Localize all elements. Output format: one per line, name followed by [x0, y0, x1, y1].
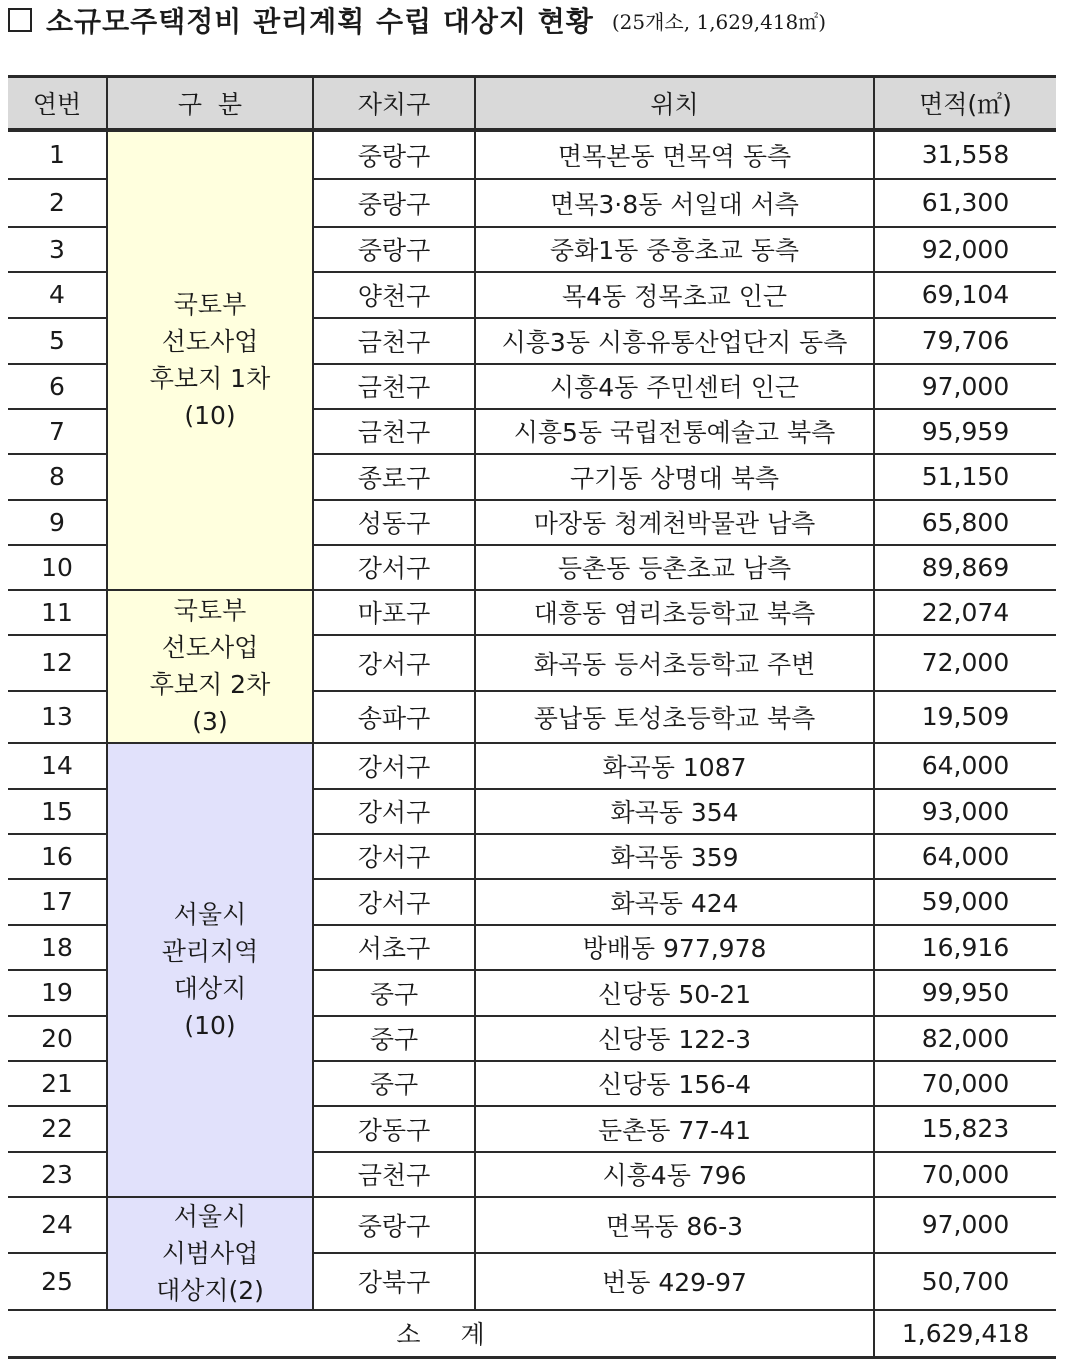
total-row [8, 1310, 1056, 1358]
document-title [8, 0, 1068, 40]
row-number: 18 [8, 925, 107, 970]
category-cell [107, 1197, 313, 1310]
header-district: 자치구 [313, 77, 475, 130]
district-cell: 성동구 [313, 500, 475, 545]
location-cell: 면목3·8동 서일대 서측 [475, 179, 874, 227]
location-cell: 신당동 50-21 [475, 970, 874, 1016]
district-cell: 중랑구 [313, 227, 475, 272]
row-number: 21 [8, 1061, 107, 1106]
location-cell: 구기동 상명대 북측 [475, 454, 874, 500]
row-number: 22 [8, 1106, 107, 1152]
category-line: 국토부 [173, 596, 247, 625]
location-cell: 시흥4동 주민센터 인근 [475, 364, 874, 409]
district-cell: 금천구 [313, 1152, 475, 1197]
category-cell [107, 130, 313, 590]
row-number: 4 [8, 272, 107, 318]
table-row [8, 1197, 1056, 1254]
row-number: 1 [8, 130, 107, 179]
location-cell: 중화1동 중흥초교 동측 [475, 227, 874, 272]
district-cell: 마포구 [313, 590, 475, 635]
category-line: (10) [184, 1010, 236, 1040]
district-cell: 강동구 [313, 1106, 475, 1152]
row-number: 23 [8, 1152, 107, 1197]
header-area: 면적(㎡) [874, 77, 1056, 130]
table-row [8, 130, 1056, 179]
location-cell: 목4동 정목초교 인근 [475, 272, 874, 318]
district-cell: 강서구 [313, 879, 475, 925]
area-cell: 65,800 [874, 500, 1056, 545]
area-cell: 19,509 [874, 691, 1056, 743]
district-cell: 강서구 [313, 834, 475, 879]
district-cell: 강서구 [313, 635, 475, 691]
location-cell: 화곡동 359 [475, 834, 874, 879]
location-cell: 대흥동 염리초등학교 북측 [475, 590, 874, 635]
district-cell: 금천구 [313, 318, 475, 364]
category-line: (3) [192, 707, 228, 736]
category-line: 대상지(2) [156, 1275, 264, 1305]
title-main: 소규모주택정비 관리계획 수립 대상지 현황 [46, 5, 594, 38]
area-cell: 82,000 [874, 1016, 1056, 1061]
area-cell: 97,000 [874, 364, 1056, 409]
area-cell: 79,706 [874, 318, 1056, 364]
row-number: 12 [8, 635, 107, 691]
location-cell: 마장동 청계천박물관 남측 [475, 500, 874, 545]
area-cell: 89,869 [874, 545, 1056, 590]
district-cell: 중랑구 [313, 1197, 475, 1254]
row-number: 9 [8, 500, 107, 545]
location-cell: 화곡동 등서초등학교 주변 [475, 635, 874, 691]
checkbox-icon [8, 8, 32, 32]
area-cell: 31,558 [874, 130, 1056, 179]
district-cell: 중구 [313, 1016, 475, 1061]
header-location: 위치 [475, 77, 874, 130]
row-number: 3 [8, 227, 107, 272]
row-number: 8 [8, 454, 107, 500]
row-number: 15 [8, 789, 107, 834]
category-cell [107, 590, 313, 743]
row-number: 13 [8, 691, 107, 743]
category-line: 국토부 [173, 290, 247, 319]
category-line: 시범사업 [161, 1238, 259, 1268]
location-cell: 신당동 122-3 [475, 1016, 874, 1061]
row-number: 14 [8, 743, 107, 789]
site-status-table [8, 75, 1056, 1359]
location-cell: 시흥5동 국립전통예술고 북측 [475, 409, 874, 454]
area-cell: 50,700 [874, 1253, 1056, 1310]
area-cell: 70,000 [874, 1061, 1056, 1106]
title-summary: (25개소, 1,629,418㎡) [611, 9, 827, 34]
location-cell: 둔촌동 77-41 [475, 1106, 874, 1152]
row-number: 16 [8, 834, 107, 879]
location-cell: 면목동 86-3 [475, 1197, 874, 1254]
district-cell: 금천구 [313, 364, 475, 409]
row-number: 25 [8, 1253, 107, 1310]
category-line: 후보지 2차 [149, 670, 271, 699]
category-line: 서울시 [173, 1201, 247, 1231]
total-label: 소계 [8, 1310, 874, 1358]
area-cell: 16,916 [874, 925, 1056, 970]
header-category: 구 분 [107, 77, 313, 130]
row-number: 7 [8, 409, 107, 454]
area-cell: 15,823 [874, 1106, 1056, 1152]
area-cell: 69,104 [874, 272, 1056, 318]
total-area: 1,629,418 [874, 1310, 1056, 1358]
location-cell: 시흥3동 시흥유통산업단지 동측 [475, 318, 874, 364]
category-cell [107, 743, 313, 1197]
table-row [8, 743, 1056, 789]
district-cell: 강서구 [313, 789, 475, 834]
header-no: 연번 [8, 77, 107, 130]
location-cell: 풍납동 토성초등학교 북측 [475, 691, 874, 743]
row-number: 6 [8, 364, 107, 409]
district-cell: 중구 [313, 970, 475, 1016]
location-cell: 번동 429-97 [475, 1253, 874, 1310]
category-line: 대상지 [173, 973, 247, 1003]
location-cell: 시흥4동 796 [475, 1152, 874, 1197]
category-line: 서울시 [173, 899, 247, 929]
row-number: 5 [8, 318, 107, 364]
row-number: 17 [8, 879, 107, 925]
district-cell: 중구 [313, 1061, 475, 1106]
area-cell: 95,959 [874, 409, 1056, 454]
district-cell: 중랑구 [313, 179, 475, 227]
location-cell: 면목본동 면목역 동측 [475, 130, 874, 179]
district-cell: 강북구 [313, 1253, 475, 1310]
row-number: 11 [8, 590, 107, 635]
area-cell: 22,074 [874, 590, 1056, 635]
district-cell: 송파구 [313, 691, 475, 743]
area-cell: 64,000 [874, 743, 1056, 789]
location-cell: 화곡동 424 [475, 879, 874, 925]
location-cell: 화곡동 354 [475, 789, 874, 834]
area-cell: 64,000 [874, 834, 1056, 879]
area-cell: 61,300 [874, 179, 1056, 227]
location-cell: 방배동 977,978 [475, 925, 874, 970]
table-body [8, 130, 1056, 1358]
category-line: 선도사업 [161, 633, 259, 662]
district-cell: 금천구 [313, 409, 475, 454]
row-number: 19 [8, 970, 107, 1016]
district-cell: 중랑구 [313, 130, 475, 179]
table-header-row [8, 77, 1056, 130]
row-number: 2 [8, 179, 107, 227]
district-cell: 서초구 [313, 925, 475, 970]
area-cell: 92,000 [874, 227, 1056, 272]
row-number: 24 [8, 1197, 107, 1254]
row-number: 20 [8, 1016, 107, 1061]
area-cell: 97,000 [874, 1197, 1056, 1254]
table-row [8, 590, 1056, 635]
location-cell: 화곡동 1087 [475, 743, 874, 789]
category-line: 선도사업 [161, 327, 259, 356]
district-cell: 강서구 [313, 545, 475, 590]
location-cell: 신당동 156-4 [475, 1061, 874, 1106]
area-cell: 99,950 [874, 970, 1056, 1016]
category-line: (10) [184, 401, 236, 430]
area-cell: 70,000 [874, 1152, 1056, 1197]
category-line: 관리지역 [161, 936, 259, 966]
area-cell: 59,000 [874, 879, 1056, 925]
area-cell: 93,000 [874, 789, 1056, 834]
district-cell: 강서구 [313, 743, 475, 789]
district-cell: 종로구 [313, 454, 475, 500]
district-cell: 양천구 [313, 272, 475, 318]
category-line: 후보지 1차 [149, 364, 271, 393]
area-cell: 72,000 [874, 635, 1056, 691]
location-cell: 등촌동 등촌초교 남측 [475, 545, 874, 590]
area-cell: 51,150 [874, 454, 1056, 500]
row-number: 10 [8, 545, 107, 590]
